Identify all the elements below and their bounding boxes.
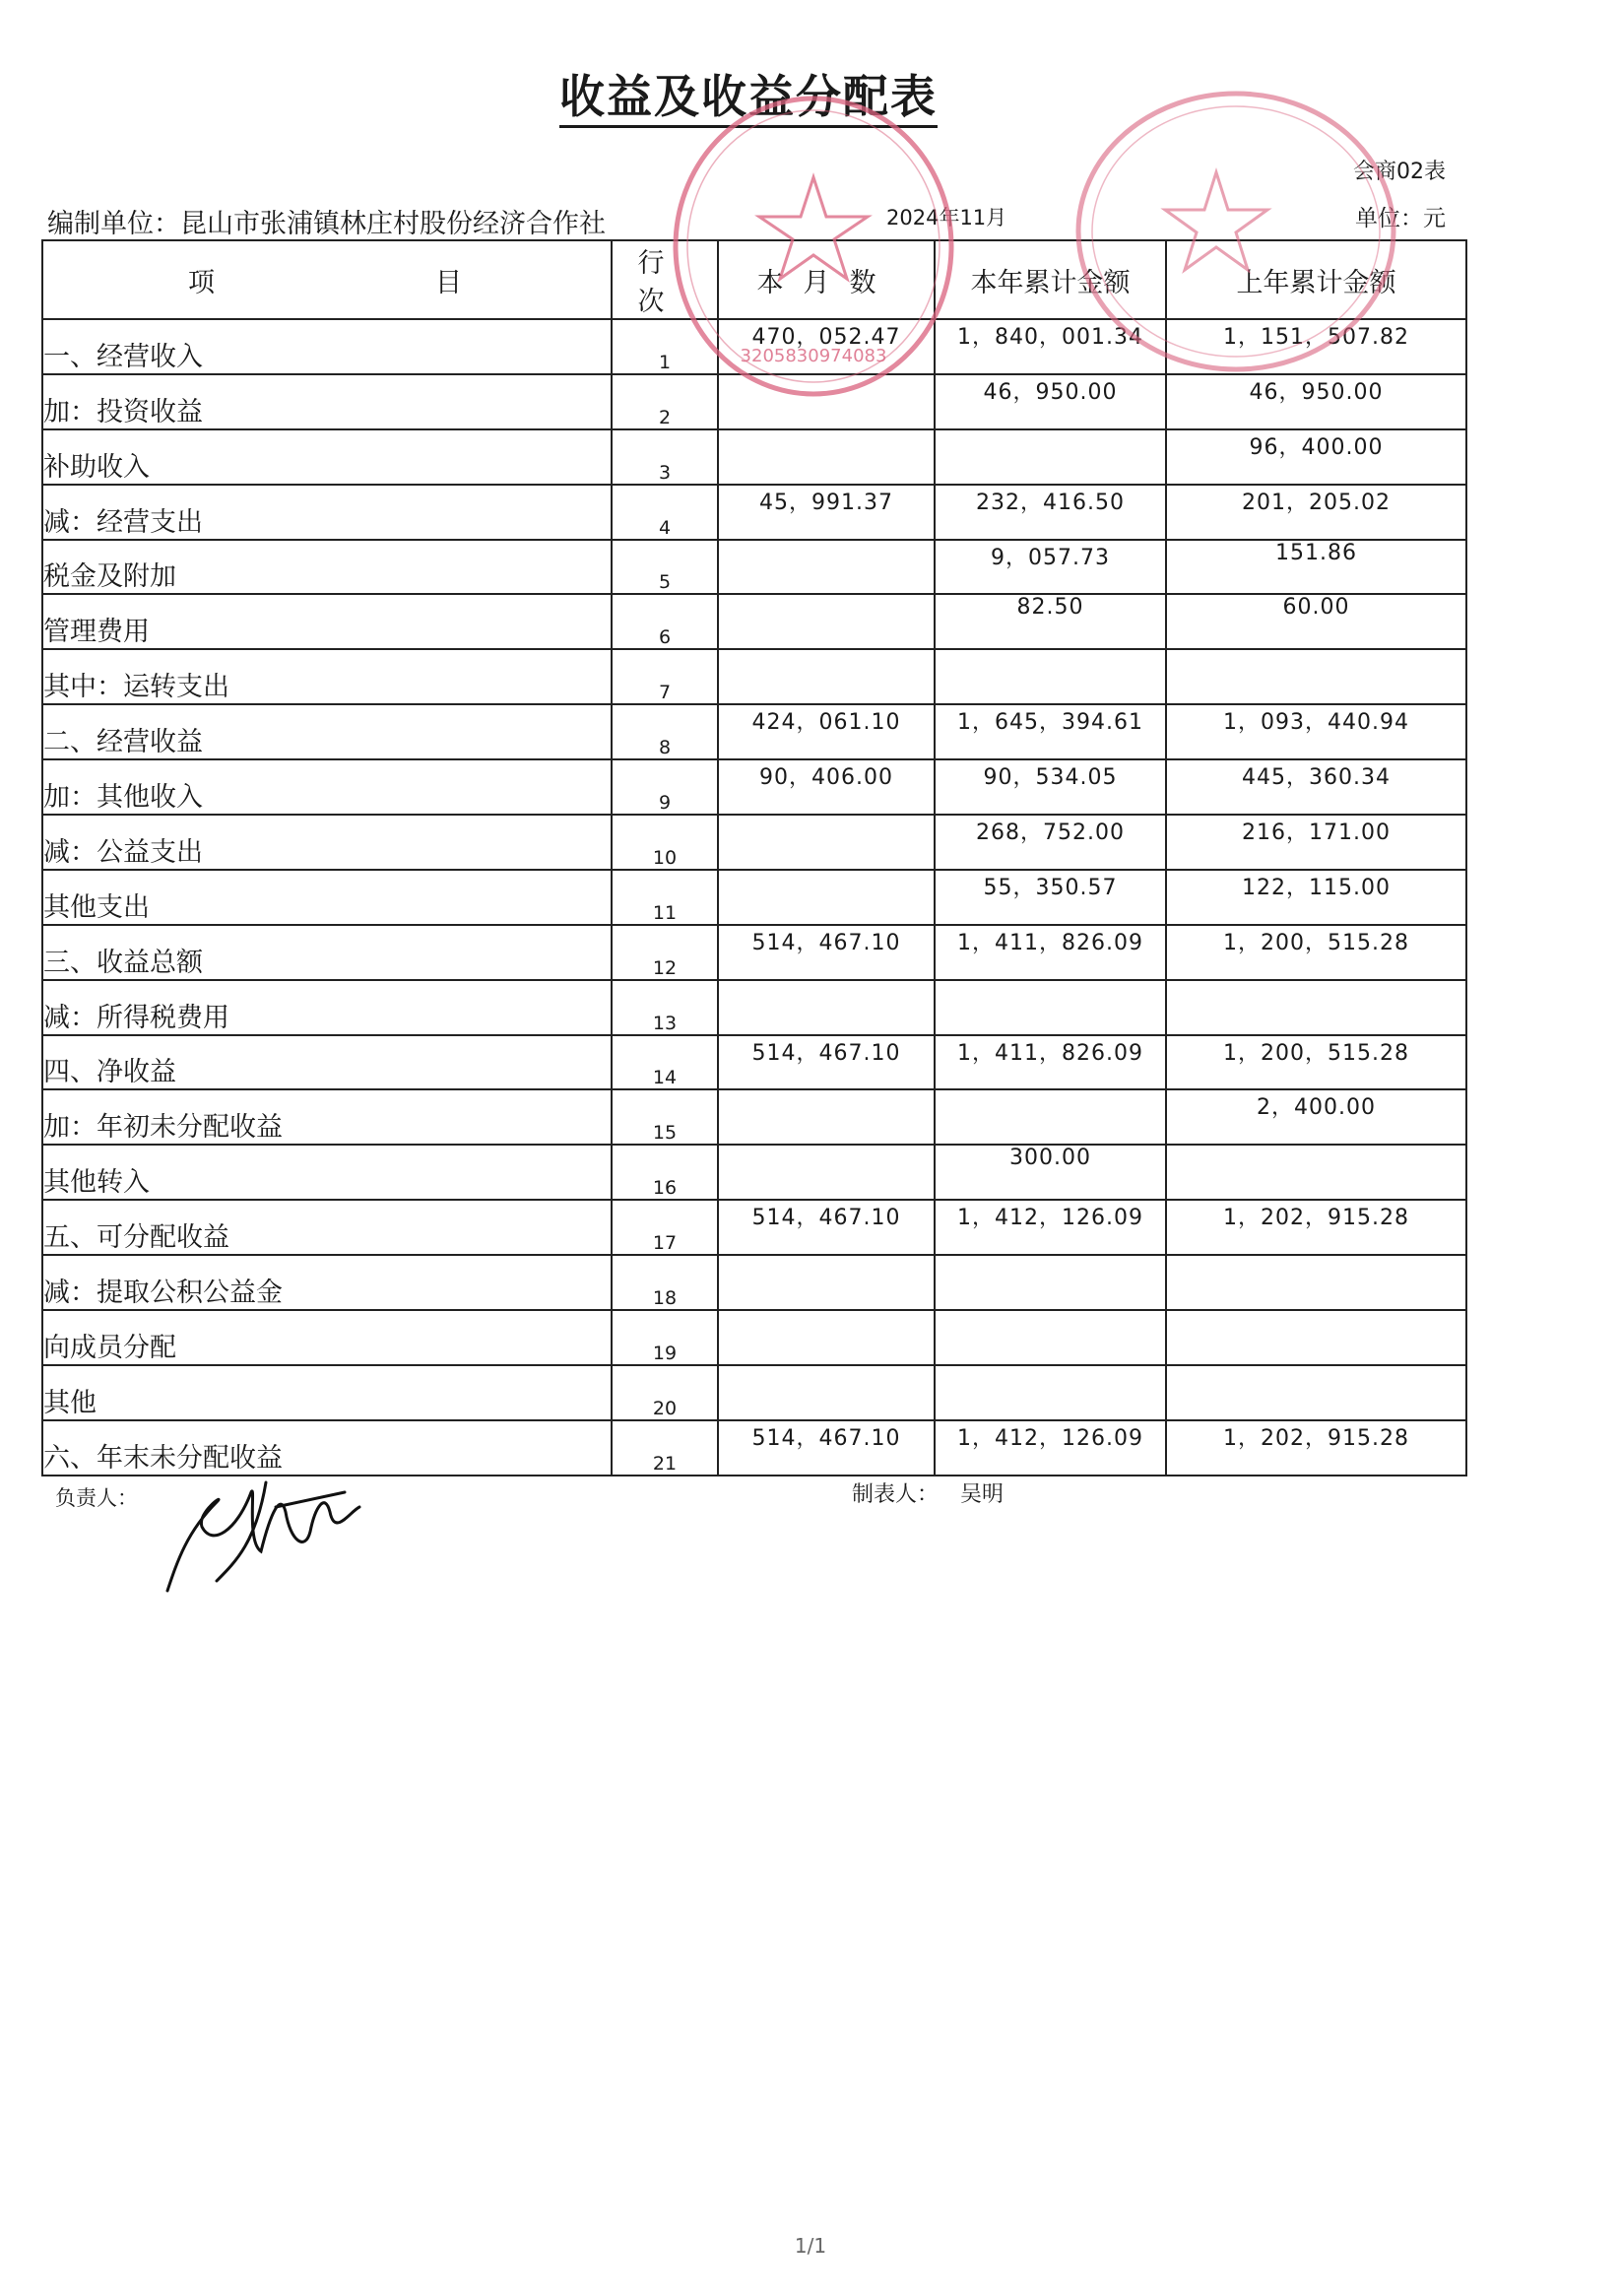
row-prior-year: 1，202，915.28 bbox=[1166, 1420, 1466, 1476]
row-ytd: 1，411，826.09 bbox=[935, 925, 1166, 980]
header-line-no: 行次 bbox=[612, 240, 718, 319]
row-this-month: 514，467.10 bbox=[718, 925, 935, 980]
row-ytd bbox=[935, 649, 1166, 704]
row-line-no: 14 bbox=[612, 1035, 718, 1090]
row-prior-year: 2，400.00 bbox=[1166, 1089, 1466, 1145]
row-item: 六、年末未分配收益 bbox=[42, 1420, 612, 1476]
row-item: 一、经营收入 bbox=[42, 319, 612, 374]
statement-title: 收益及收益分配表 bbox=[0, 61, 1497, 126]
table-row bbox=[42, 925, 1466, 980]
row-ytd bbox=[935, 980, 1166, 1035]
row-prior-year: 1，093，440.94 bbox=[1166, 704, 1466, 759]
row-this-month: 45，991.37 bbox=[718, 485, 935, 540]
table-row bbox=[42, 1365, 1466, 1420]
row-item: 加：年初未分配收益 bbox=[42, 1089, 612, 1145]
table-row bbox=[42, 594, 1466, 649]
row-line-no: 17 bbox=[612, 1200, 718, 1255]
table-row bbox=[42, 319, 1466, 374]
preparer-name: 吴明 bbox=[960, 1482, 1005, 1507]
row-item: 向成员分配 bbox=[42, 1310, 612, 1365]
row-prior-year: 445，360.34 bbox=[1166, 759, 1466, 815]
table-row bbox=[42, 429, 1466, 485]
row-prior-year: 60.00 bbox=[1166, 594, 1466, 649]
row-line-no: 8 bbox=[612, 704, 718, 759]
row-line-no: 13 bbox=[612, 980, 718, 1035]
row-line-no: 20 bbox=[612, 1365, 718, 1420]
row-item: 加：其他收入 bbox=[42, 759, 612, 815]
row-ytd bbox=[935, 1310, 1166, 1365]
row-item: 其他转入 bbox=[42, 1145, 612, 1200]
row-item: 二、经营收益 bbox=[42, 704, 612, 759]
row-this-month: 514，467.10 bbox=[718, 1035, 935, 1090]
table-row bbox=[42, 1145, 1466, 1200]
row-line-no: 18 bbox=[612, 1255, 718, 1310]
row-this-month bbox=[718, 594, 935, 649]
row-this-month bbox=[718, 1145, 935, 1200]
row-prior-year bbox=[1166, 1365, 1466, 1420]
row-ytd: 1，411，826.09 bbox=[935, 1035, 1166, 1090]
row-prior-year: 1，202，915.28 bbox=[1166, 1200, 1466, 1255]
income-distribution-table bbox=[41, 239, 1467, 1476]
row-prior-year: 1，200，515.28 bbox=[1166, 1035, 1466, 1090]
row-this-month: 470，052.47 bbox=[718, 319, 935, 374]
row-this-month: 514，467.10 bbox=[718, 1420, 935, 1476]
row-prior-year bbox=[1166, 649, 1466, 704]
row-item: 补助收入 bbox=[42, 429, 612, 485]
table-row bbox=[42, 485, 1466, 540]
row-prior-year bbox=[1166, 1255, 1466, 1310]
row-line-no: 15 bbox=[612, 1089, 718, 1145]
responsible-signature bbox=[158, 1453, 394, 1601]
row-prior-year: 1，151，507.82 bbox=[1166, 319, 1466, 374]
preparer-label: 制表人： bbox=[852, 1482, 940, 1507]
row-ytd: 46，950.00 bbox=[935, 374, 1166, 429]
responsible-person-label: 负责人： bbox=[55, 1486, 138, 1510]
row-ytd: 1，840，001.34 bbox=[935, 319, 1166, 374]
row-this-month: 424，061.10 bbox=[718, 704, 935, 759]
row-ytd: 90，534.05 bbox=[935, 759, 1166, 815]
row-line-no: 21 bbox=[612, 1420, 718, 1476]
table-row bbox=[42, 815, 1466, 870]
table-header-row bbox=[42, 240, 1466, 319]
row-ytd: 55，350.57 bbox=[935, 870, 1166, 925]
currency-unit: 单位：元 bbox=[1355, 206, 1446, 231]
row-this-month bbox=[718, 649, 935, 704]
header-this-month: 本月数 bbox=[718, 240, 935, 319]
row-line-no: 10 bbox=[612, 815, 718, 870]
row-line-no: 12 bbox=[612, 925, 718, 980]
table-row bbox=[42, 759, 1466, 815]
row-this-month: 90，406.00 bbox=[718, 759, 935, 815]
row-prior-year: 46，950.00 bbox=[1166, 374, 1466, 429]
table-row bbox=[42, 374, 1466, 429]
row-prior-year: 122，115.00 bbox=[1166, 870, 1466, 925]
row-this-month bbox=[718, 1365, 935, 1420]
reporting-period: 2024年11月 bbox=[886, 206, 1007, 230]
table-row bbox=[42, 704, 1466, 759]
row-this-month: 514，467.10 bbox=[718, 1200, 935, 1255]
row-line-no: 7 bbox=[612, 649, 718, 704]
table-row bbox=[42, 870, 1466, 925]
row-ytd: 300.00 bbox=[935, 1145, 1166, 1200]
row-this-month bbox=[718, 1089, 935, 1145]
row-this-month bbox=[718, 815, 935, 870]
row-prior-year bbox=[1166, 1310, 1466, 1365]
row-line-no: 3 bbox=[612, 429, 718, 485]
table-row bbox=[42, 1089, 1466, 1145]
row-line-no: 6 bbox=[612, 594, 718, 649]
row-prior-year: 151.86 bbox=[1166, 540, 1466, 595]
row-ytd: 268，752.00 bbox=[935, 815, 1166, 870]
page-number: 1/1 bbox=[794, 2234, 827, 2258]
seal-code: 3205830974083 bbox=[740, 346, 887, 366]
header-item: 项 目 bbox=[42, 240, 612, 319]
row-prior-year: 1，200，515.28 bbox=[1166, 925, 1466, 980]
row-this-month bbox=[718, 980, 935, 1035]
row-item: 减：公益支出 bbox=[42, 815, 612, 870]
row-line-no: 4 bbox=[612, 485, 718, 540]
row-ytd bbox=[935, 1255, 1166, 1310]
row-item: 四、净收益 bbox=[42, 1035, 612, 1090]
row-item: 其中：运转支出 bbox=[42, 649, 612, 704]
preparer bbox=[852, 1477, 1004, 1508]
row-item: 三、收益总额 bbox=[42, 925, 612, 980]
row-this-month bbox=[718, 429, 935, 485]
row-item: 其他 bbox=[42, 1365, 612, 1420]
table-row bbox=[42, 980, 1466, 1035]
row-line-no: 11 bbox=[612, 870, 718, 925]
row-line-no: 16 bbox=[612, 1145, 718, 1200]
row-this-month bbox=[718, 1255, 935, 1310]
row-this-month bbox=[718, 540, 935, 595]
row-ytd bbox=[935, 1089, 1166, 1145]
row-line-no: 19 bbox=[612, 1310, 718, 1365]
row-prior-year: 96，400.00 bbox=[1166, 429, 1466, 485]
row-this-month bbox=[718, 374, 935, 429]
header-ytd: 本年累计金额 bbox=[935, 240, 1166, 319]
row-item: 税金及附加 bbox=[42, 540, 612, 595]
row-ytd: 9，057.73 bbox=[935, 540, 1166, 595]
table-row bbox=[42, 1310, 1466, 1365]
row-line-no: 9 bbox=[612, 759, 718, 815]
row-line-no: 5 bbox=[612, 540, 718, 595]
reporting-unit: 编制单位：昆山市张浦镇林庄村股份经济合作社 bbox=[47, 209, 606, 239]
row-ytd: 82.50 bbox=[935, 594, 1166, 649]
row-prior-year bbox=[1166, 1145, 1466, 1200]
table-row bbox=[42, 1200, 1466, 1255]
row-ytd: 1，645，394.61 bbox=[935, 704, 1166, 759]
row-prior-year: 201，205.02 bbox=[1166, 485, 1466, 540]
row-item: 加：投资收益 bbox=[42, 374, 612, 429]
row-item: 管理费用 bbox=[42, 594, 612, 649]
row-item: 减：经营支出 bbox=[42, 485, 612, 540]
row-ytd bbox=[935, 1365, 1166, 1420]
row-ytd bbox=[935, 429, 1166, 485]
row-prior-year: 216，171.00 bbox=[1166, 815, 1466, 870]
row-ytd: 1，412，126.09 bbox=[935, 1420, 1166, 1476]
row-item: 其他支出 bbox=[42, 870, 612, 925]
row-ytd: 1，412，126.09 bbox=[935, 1200, 1166, 1255]
header-prior-year: 上年累计金额 bbox=[1166, 240, 1466, 319]
row-this-month bbox=[718, 870, 935, 925]
table-row bbox=[42, 1255, 1466, 1310]
table-row bbox=[42, 1035, 1466, 1090]
row-prior-year bbox=[1166, 980, 1466, 1035]
table-row bbox=[42, 540, 1466, 595]
row-ytd: 232，416.50 bbox=[935, 485, 1166, 540]
row-this-month bbox=[718, 1310, 935, 1365]
row-item: 减：所得税费用 bbox=[42, 980, 612, 1035]
table-row bbox=[42, 649, 1466, 704]
row-item: 五、可分配收益 bbox=[42, 1200, 612, 1255]
row-line-no: 1 bbox=[612, 319, 718, 374]
form-code: 会商02表 bbox=[1353, 160, 1446, 184]
row-item: 减：提取公积公益金 bbox=[42, 1255, 612, 1310]
row-line-no: 2 bbox=[612, 374, 718, 429]
